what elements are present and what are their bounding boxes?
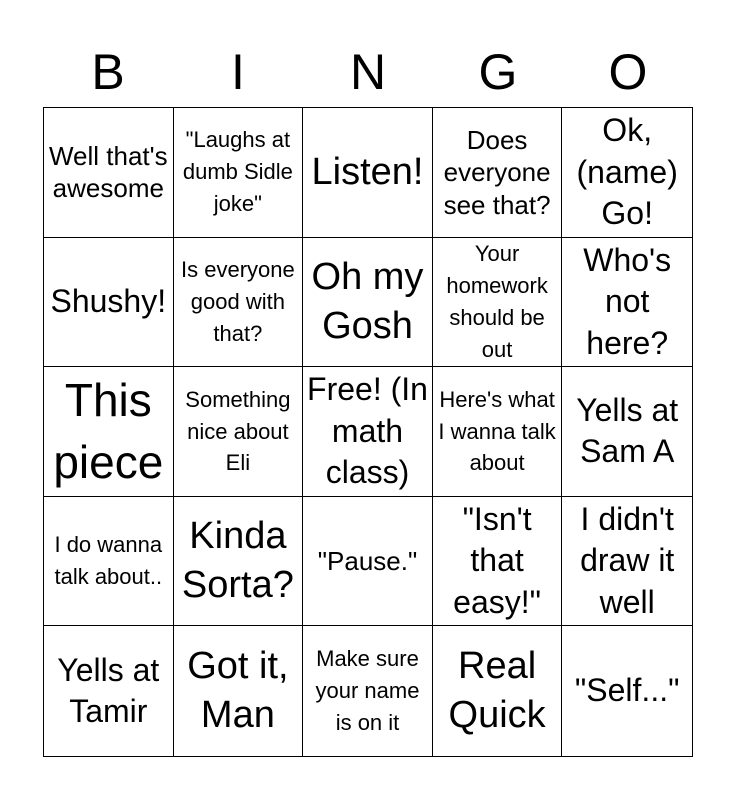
- bingo-cell-r5-c2[interactable]: [174, 626, 304, 756]
- bingo-cell-r3-c2[interactable]: [174, 367, 304, 497]
- bingo-cell-r4-c3[interactable]: [303, 497, 433, 627]
- bingo-cell-r4-c1[interactable]: [44, 497, 174, 627]
- bingo-cell-r1-c1[interactable]: [44, 108, 174, 238]
- cell-label: Got it, Man: [187, 644, 289, 737]
- cell-label: Kinda Sorta?: [181, 514, 294, 607]
- header-letter-g: G: [478, 44, 518, 100]
- cell-label: Here's what I wanna talk about: [438, 386, 556, 476]
- cell-label: "Isn't that easy!": [453, 500, 542, 620]
- bingo-cell-r4-c2[interactable]: [174, 497, 304, 627]
- bingo-cell-r1-c5[interactable]: [562, 108, 692, 238]
- bingo-cell-r2-c5[interactable]: [562, 238, 692, 368]
- cell-label: I do wanna talk about..: [54, 532, 163, 590]
- cell-label: Your homework should be out: [446, 241, 548, 362]
- cell-label: Free! (In math class): [307, 371, 428, 491]
- bingo-cell-r5-c5[interactable]: [562, 626, 692, 756]
- cell-label: This piece: [53, 374, 164, 489]
- cell-label: "Self...": [574, 672, 680, 709]
- bingo-cell-r1-c3[interactable]: [303, 108, 433, 238]
- bingo-cell-r5-c3[interactable]: [303, 626, 433, 756]
- cell-label: Who's not here?: [583, 241, 672, 361]
- header-letter-n: N: [349, 44, 387, 100]
- cell-label: Listen!: [311, 150, 424, 193]
- bingo-cell-r3-c3[interactable]: [303, 367, 433, 497]
- bingo-cell-r3-c4[interactable]: [433, 367, 563, 497]
- cell-label: Well that's awesome: [48, 140, 168, 204]
- cell-label: Real Quick: [448, 644, 546, 737]
- bingo-cell-r1-c4[interactable]: [433, 108, 563, 238]
- cell-label: Something nice about Eli: [185, 386, 291, 476]
- bingo-header: [43, 44, 693, 100]
- bingo-cell-r3-c5[interactable]: [562, 367, 692, 497]
- cell-label: "Pause.": [317, 545, 418, 576]
- bingo-cell-r4-c5[interactable]: [562, 497, 692, 627]
- header-letter-b: B: [91, 44, 125, 100]
- header-letter-i: I: [231, 44, 245, 100]
- cell-label: "Laughs at dumb Sidle joke": [182, 127, 293, 217]
- bingo-cell-r3-c1[interactable]: [44, 367, 174, 497]
- cell-label: Oh my Gosh: [311, 255, 424, 347]
- cell-label: Shushy!: [50, 283, 167, 320]
- cell-label: Yells at Sam A: [576, 391, 679, 470]
- bingo-board: [43, 107, 693, 757]
- cell-label: Is everyone good with that?: [181, 257, 295, 346]
- header-letter-o: O: [608, 44, 648, 100]
- cell-label: Ok, (name) Go!: [576, 111, 678, 232]
- bingo-cell-r2-c2[interactable]: [174, 238, 304, 368]
- cell-label: Make sure your name is on it: [315, 646, 420, 736]
- bingo-cell-r2-c1[interactable]: [44, 238, 174, 368]
- bingo-cell-r4-c4[interactable]: [433, 497, 563, 627]
- cell-label: Does everyone see that?: [443, 124, 551, 220]
- bingo-cell-r5-c1[interactable]: [44, 626, 174, 756]
- bingo-cell-r2-c3[interactable]: [303, 238, 433, 368]
- cell-label: I didn't draw it well: [580, 500, 675, 620]
- bingo-cell-r1-c2[interactable]: [174, 108, 304, 238]
- cell-label: Yells at Tamir: [57, 651, 160, 730]
- bingo-cell-r5-c4[interactable]: [433, 626, 563, 756]
- bingo-cell-r2-c4[interactable]: [433, 238, 563, 368]
